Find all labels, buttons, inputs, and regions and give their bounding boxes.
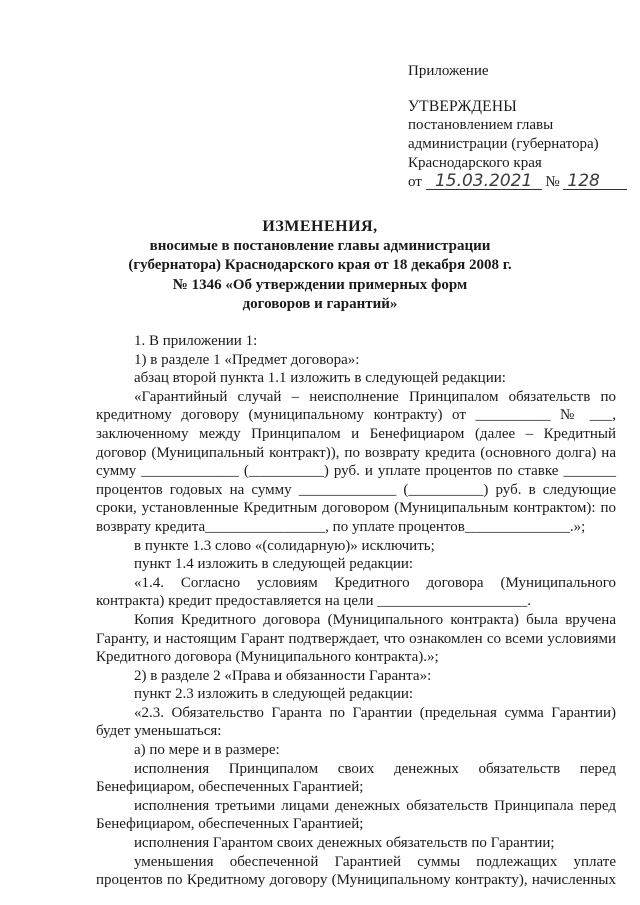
number-prefix: №	[545, 174, 560, 190]
paragraph: «Гарантийный случай – неисполнение Принципалом обязательств по кредитному договору (муниципальному контракту) от __________ № ___, заключенному между Принципалом и Бенефициаром (далее – Кредитный договор (Муниципальный контракт)), по возврату кредита (основного долга) на сумму _____________ (__________) руб. и уплате процентов по ставке _______ процентов годовых на сумму _____________ (__________) руб. в следующие сроки, установленные Кредитным договором (Муниципальным контрактом): по возврату кредита________________, по уплате процентов______________.»;	[96, 388, 616, 535]
paragraph: а) по мере и в размере:	[134, 742, 280, 759]
paragraph: пункт 2.3 изложить в следующей редакции:	[134, 686, 414, 703]
document-body	[96, 332, 616, 890]
paragraph: в пункте 1.3 слово «(солидарную)» исключить;	[134, 537, 435, 554]
paragraph: пункт 1.4 изложить в следующей редакции:	[134, 556, 414, 573]
title-line-2: (губернатора) Краснодарского края от 18 декабря 2008 г.	[128, 257, 512, 273]
paragraph: «2.3. Обязательство Гаранта по Гарантии (предельная сумма Гарантии) будет уменьшаться:	[96, 704, 616, 740]
document-title	[120, 217, 520, 315]
date-prefix: от	[408, 174, 422, 190]
approval-line-2: администрации (губернатора)	[408, 136, 599, 152]
approved-heading: УТВЕРЖДЕНЫ	[408, 98, 517, 115]
paragraph: 1. В приложении 1:	[134, 333, 258, 349]
paragraph: 1) в разделе 1 «Предмет договора»:	[134, 351, 360, 368]
appendix-label: Приложение	[408, 63, 489, 79]
paragraph: исполнения Принципалом своих денежных обязательств перед Бенефициаром, обеспеченных Гарантией;	[96, 760, 616, 796]
approval-date-line	[408, 173, 627, 192]
handwritten-date: 15.03.2021	[426, 173, 542, 190]
approval-stamp	[408, 62, 627, 192]
approval-line-3: Краснодарского края	[408, 155, 542, 171]
title-line-4: договоров и гарантий»	[242, 296, 398, 312]
paragraph: исполнения Гарантом своих денежных обязательств по Гарантии;	[134, 835, 555, 852]
approval-line-1: постановлением главы	[408, 117, 554, 133]
title-line-3: № 1346 «Об утверждении примерных форм	[172, 276, 468, 293]
paragraph: исполнения третьими лицами денежных обязательств Принципала перед Бенефициаром, обеспеченных Гарантией;	[96, 797, 616, 833]
title-main: ИЗМЕНЕНИЯ,	[262, 218, 378, 235]
paragraph: уменьшения обеспеченной Гарантией суммы подлежащих уплате процентов по Кредитному договору (Муниципальному контракту), начисленных	[96, 853, 616, 889]
title-line-1: вносимые в постановление главы администрации	[149, 237, 491, 254]
paragraph: Копия Кредитного договора (Муниципального контракта) была вручена Гаранту, и настоящим Гарант подтверждает, что ознакомлен со всеми условиями Кредитного договора (Муниципального контракта).»;	[96, 611, 616, 666]
paragraph: абзац второй пункта 1.1 изложить в следующей редакции:	[134, 370, 506, 387]
handwritten-number: 128	[563, 173, 627, 190]
paragraph: 2) в разделе 2 «Права и обязанности Гаранта»:	[134, 667, 432, 684]
paragraph: «1.4. Согласно условиям Кредитного договора (Муниципального контракта) кредит предоставляется на цели ____________________.	[96, 574, 616, 610]
